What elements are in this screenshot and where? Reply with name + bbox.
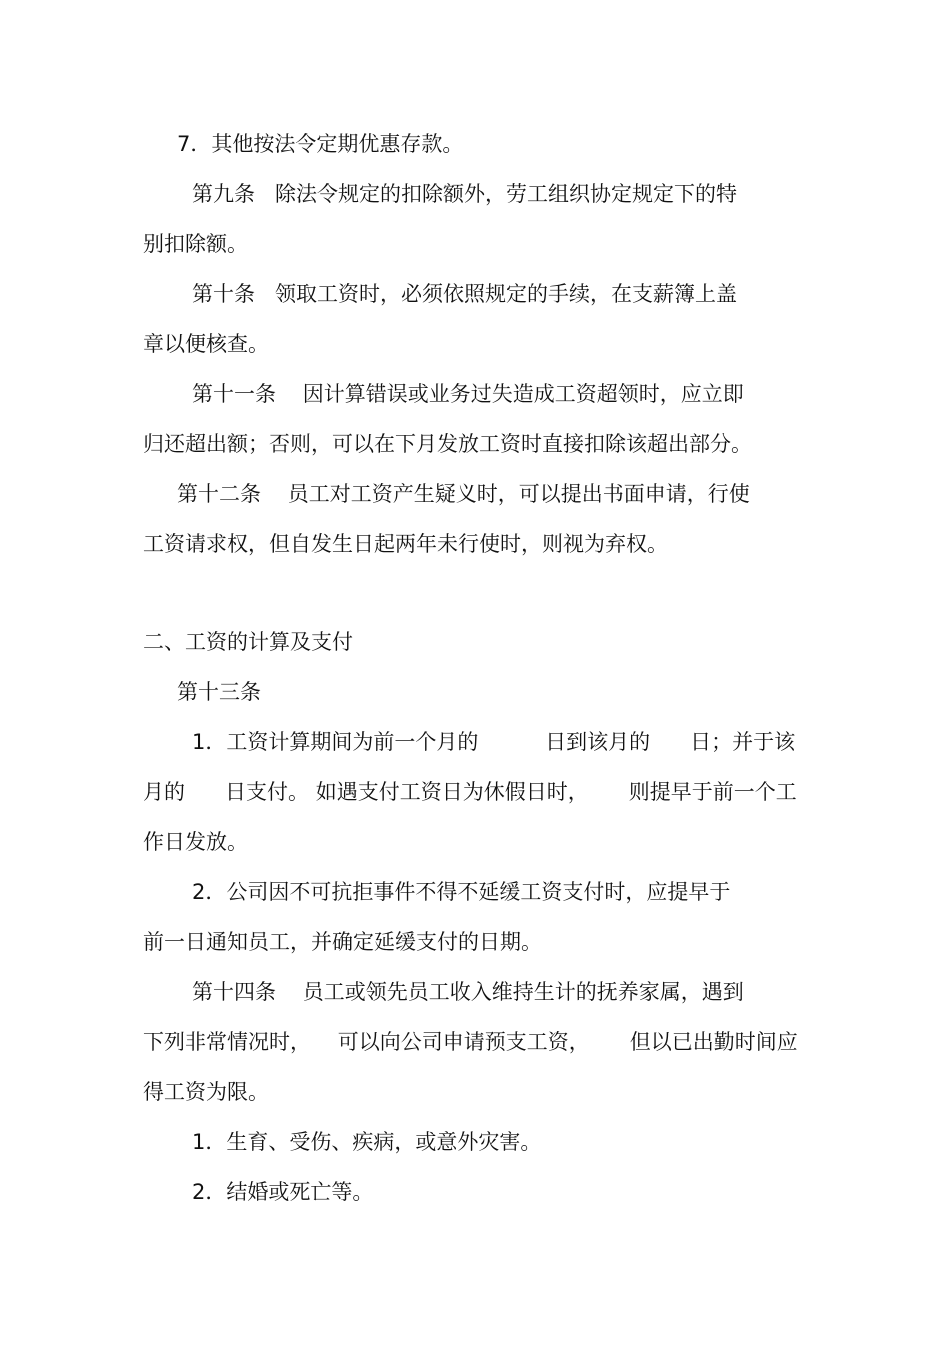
article-11-line-2: 归还超出额；否则，可以在下月发放工资时直接扣除该超出部分。 [143, 432, 752, 456]
section-heading: 二、工资的计算及支付 [143, 630, 353, 654]
article-13-item-1-line-3: 作日发放。 [143, 830, 248, 854]
article-11-line-1: 第十一条 因计算错误或业务过失造成工资超领时，应立即 [192, 382, 744, 406]
article-9-line-2: 别扣除额。 [143, 232, 248, 256]
item-7-line: 7．其他按法令定期优惠存款。 [177, 132, 464, 156]
article-14-line-1: 第十四条 员工或领先员工收入维持生计的抚养家属，遇到 [192, 980, 744, 1004]
article-14-item-1: 1．生育、受伤、疾病，或意外灾害。 [192, 1130, 542, 1154]
article-12-line-2: 工资请求权，但自发生日起两年未行使时，则视为弃权。 [143, 532, 668, 556]
article-10-line-1: 第十条 领取工资时，必须依照规定的手续，在支薪簿上盖 [192, 282, 738, 306]
article-9-line-1: 第九条 除法令规定的扣除额外，劳工组织协定规定下的特 [192, 182, 738, 206]
article-14-line-2: 下列非常情况时， 可以向公司申请预支工资， 但以已出勤时间应 [143, 1030, 798, 1054]
article-12-line-1: 第十二条 员工对工资产生疑义时，可以提出书面申请，行使 [177, 482, 750, 506]
article-10-line-2: 章以便核查。 [143, 332, 269, 356]
article-13-heading: 第十三条 [177, 680, 261, 704]
article-14-item-2: 2．结婚或死亡等。 [192, 1180, 374, 1204]
article-13-item-2-line-2: 前一日通知员工，并确定延缓支付的日期。 [143, 930, 542, 954]
article-13-item-1-line-1: 1．工资计算期间为前一个月的 日到该月的 日；并于该 [192, 730, 796, 754]
article-13-item-1-line-2: 月的 日支付。 如遇支付工资日为休假日时， 则提早于前一个工 [143, 780, 797, 804]
article-14-line-3: 得工资为限。 [143, 1080, 269, 1104]
article-13-item-2-line-1: 2．公司因不可抗拒事件不得不延缓工资支付时，应提早于 [192, 880, 731, 904]
